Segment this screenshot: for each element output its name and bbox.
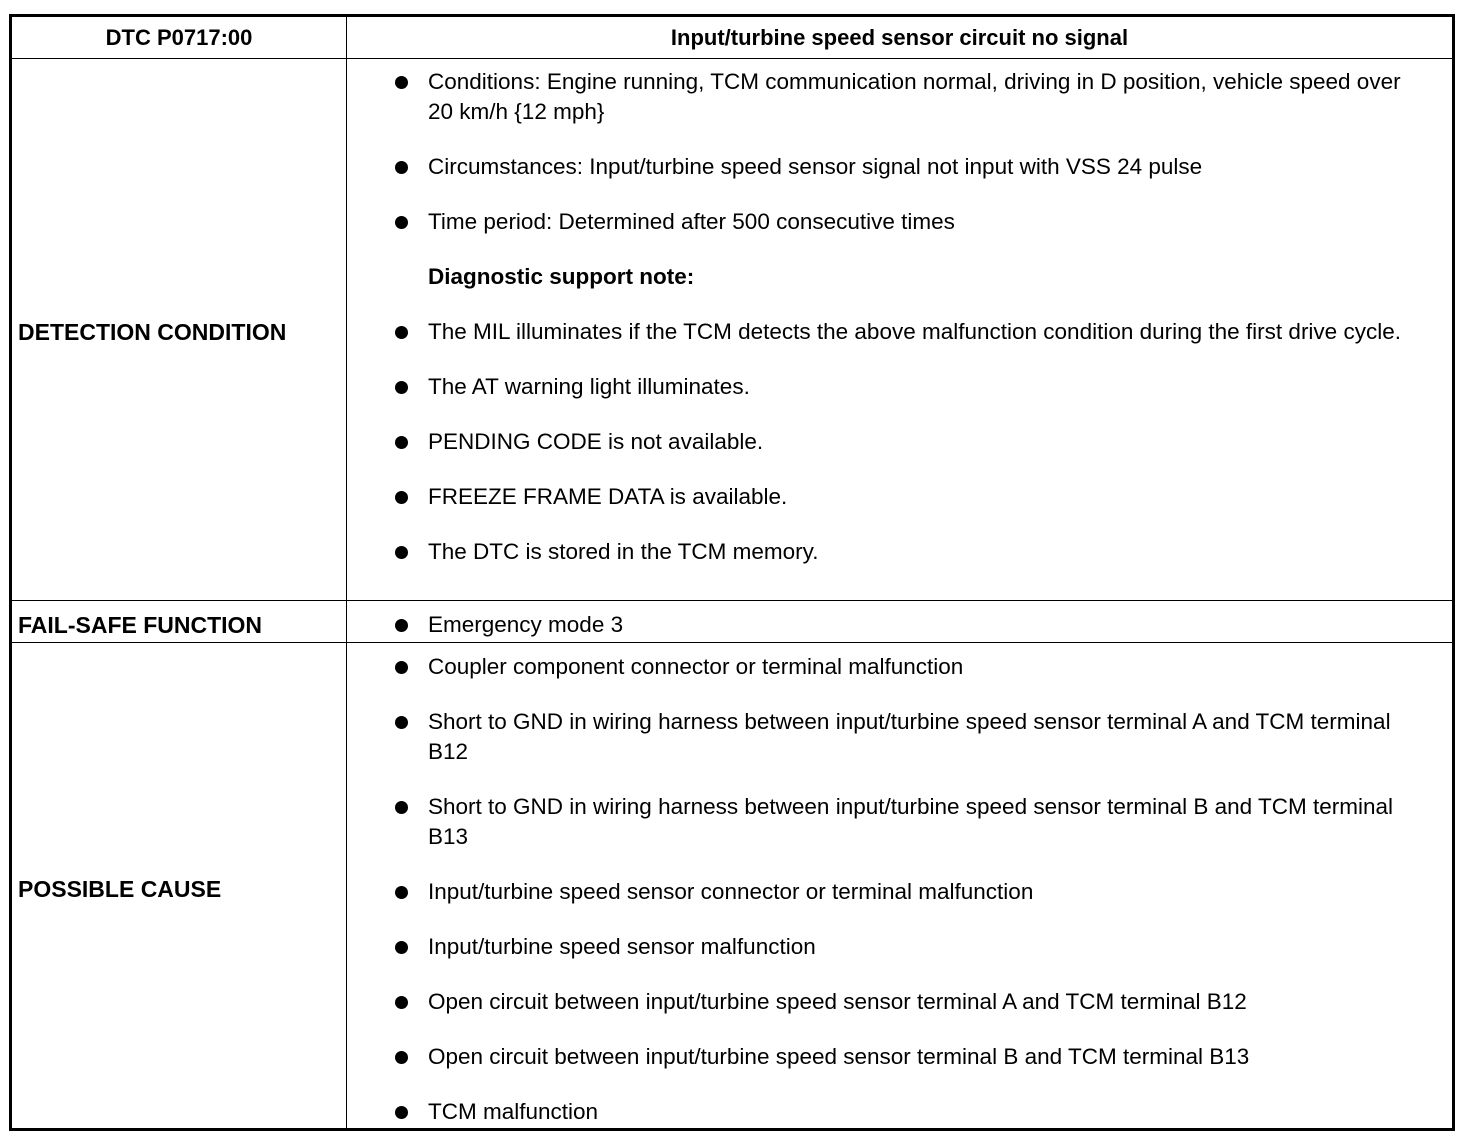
list-item: Circumstances: Input/turbine speed sensor signal not input with VSS 24 pulse [392,152,1422,182]
possible-cause-label: POSSIBLE CAUSE [18,876,222,902]
detection-condition-list [392,67,1422,567]
row-divider [12,58,1452,59]
list-item: Open circuit between input/turbine speed sensor terminal A and TCM terminal B12 [392,987,1422,1017]
list-item: FREEZE FRAME DATA is available. [392,482,1422,512]
bullet-icon [395,381,408,394]
bullet-icon [395,1051,408,1064]
bullet-icon [395,491,408,504]
bullet-icon [395,326,408,339]
diagnostic-support-note-heading: Diagnostic support note: [428,264,695,289]
bullet-icon [395,716,408,729]
fail-safe-function-list [392,610,1422,640]
bullet-icon [395,76,408,89]
dtc-code: DTC P0717:00 [105,24,253,50]
list-item: Short to GND in wiring harness between input/turbine speed sensor terminal A and TCM terminal B12 [392,707,1422,767]
detection-condition-label: DETECTION CONDITION [18,319,287,345]
row-divider [12,642,1452,643]
list-item: Input/turbine speed sensor malfunction [392,932,1422,962]
list-item: Open circuit between input/turbine speed sensor terminal B and TCM terminal B13 [392,1042,1422,1072]
row-divider [12,600,1452,601]
bullet-icon [395,216,408,229]
list-item: Short to GND in wiring harness between input/turbine speed sensor terminal B and TCM terminal B13 [392,792,1422,852]
possible-cause-list [392,652,1422,1127]
list-item: Conditions: Engine running, TCM communication normal, driving in D position, vehicle speed over 20 km/h {12 mph} [392,67,1422,127]
list-item: PENDING CODE is not available. [392,427,1422,457]
bullet-icon [395,996,408,1009]
bullet-icon [395,546,408,559]
list-item: The AT warning light illuminates. [392,372,1422,402]
bullet-icon [395,436,408,449]
dtc-code-cell [12,17,346,58]
list-item: The DTC is stored in the TCM memory. [392,537,1422,567]
dtc-description: Input/turbine speed sensor circuit no signal [670,24,1129,50]
fail-safe-function-label: FAIL-SAFE FUNCTION [18,612,263,638]
bullet-icon [395,1106,408,1119]
list-item: Coupler component connector or terminal malfunction [392,652,1422,682]
bullet-icon [395,661,408,674]
dtc-description-cell [347,17,1452,58]
bullet-icon [395,801,408,814]
list-item: TCM malfunction [392,1097,1422,1127]
list-item: Time period: Determined after 500 consecutive times [392,207,1422,237]
bullet-icon [395,619,408,632]
list-item: Input/turbine speed sensor connector or terminal malfunction [392,877,1422,907]
bullet-icon [395,886,408,899]
bullet-icon [395,161,408,174]
dtc-table [9,14,1455,1131]
bullet-icon [395,941,408,954]
column-divider [346,17,347,1128]
list-item: The MIL illuminates if the TCM detects the above malfunction condition during the first drive cycle. [392,317,1422,347]
list-item: Emergency mode 3 [392,610,1422,640]
